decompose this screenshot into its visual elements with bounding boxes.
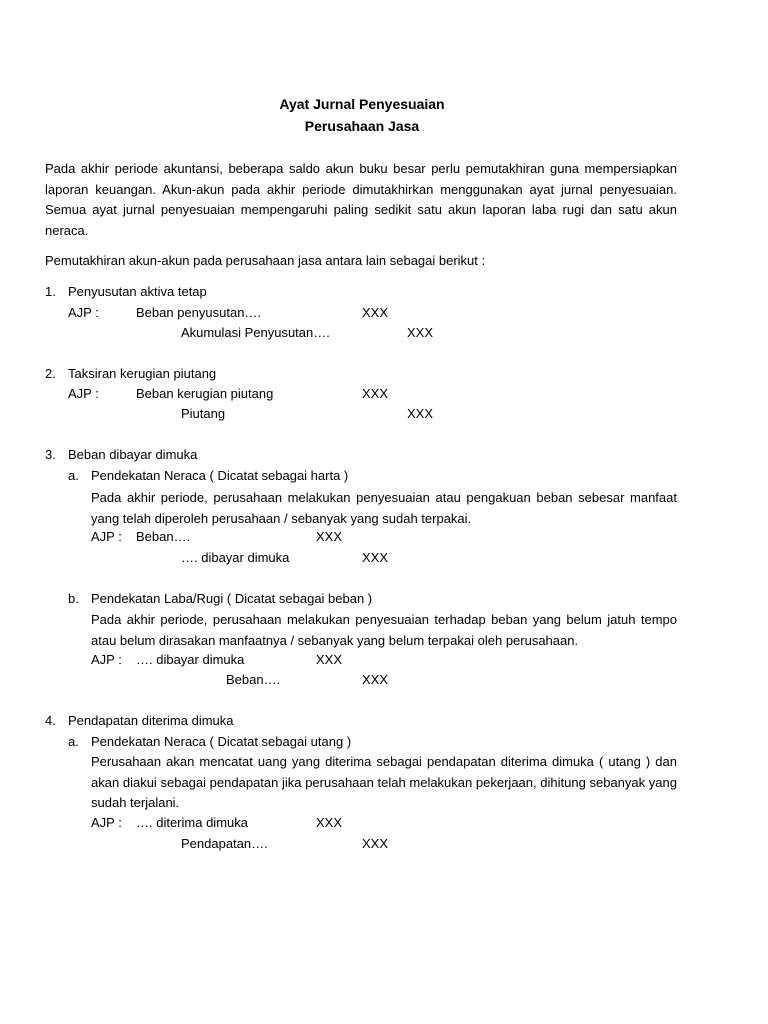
item-2-debit-amount: XXX bbox=[362, 386, 389, 401]
item-1-debit-account: Beban penyusutan…. bbox=[136, 305, 262, 320]
item-3b-credit-amount: XXX bbox=[362, 672, 389, 687]
item-3b-letter: b. bbox=[68, 591, 79, 606]
item-4a-description: Perusahaan akan mencatat uang yang diterima sebagai pendapatan diterima dimuka ( utang ) dan akan diakui sebagai pendapatan jika perusahaan telah melakukan pekerjaan, dihitung sebanyak yang sudah terjalani. bbox=[91, 754, 677, 811]
item-3a-debit-account: Beban…. bbox=[136, 529, 191, 544]
item-2-credit-amount: XXX bbox=[407, 406, 434, 421]
item-1-title: Penyusutan aktiva tetap bbox=[68, 284, 207, 299]
item-3a-description: Pada akhir periode, perusahaan melakukan penyesuaian atau pengakuan beban sebesar manfaat yang telah diperoleh perusahaan / sebanyak yang sudah terpakai. bbox=[91, 490, 677, 526]
item-4a-letter: a. bbox=[68, 734, 79, 749]
item-2-credit-account: Piutang bbox=[181, 406, 226, 421]
lead-sentence: Pemutakhiran akun-akun pada perusahaan jasa antara lain sebagai berikut : bbox=[45, 253, 486, 268]
item-1-debit-amount: XXX bbox=[362, 305, 389, 320]
item-3-number: 3. bbox=[45, 447, 56, 462]
intro-paragraph: Pada akhir periode akuntansi, beberapa saldo akun buku besar perlu pemutakhiran guna mempersiapkan laporan keuangan. Akun-akun pada akhir periode dimutakhirkan menggunakan ayat jurnal penyesuaian. Semua ayat jurnal penyesuaian mempengaruhi paling sedikit satu akun laporan laba rugi dan satu akun neraca. bbox=[45, 161, 677, 238]
item-1-ajp-label: AJP : bbox=[68, 305, 99, 320]
item-3b-title: Pendekatan Laba/Rugi ( Dicatat sebagai beban ) bbox=[91, 591, 373, 606]
item-4a-debit-account: …. diterima dimuka bbox=[136, 815, 248, 830]
item-4-number: 4. bbox=[45, 713, 56, 728]
item-1-credit-account: Akumulasi Penyusutan…. bbox=[181, 325, 330, 340]
item-4a-title: Pendekatan Neraca ( Dicatat sebagai utang ) bbox=[91, 734, 352, 749]
item-2-title: Taksiran kerugian piutang bbox=[68, 366, 217, 381]
item-3b-credit-account: Beban…. bbox=[226, 672, 281, 687]
item-4a-credit-amount: XXX bbox=[362, 836, 389, 851]
item-3a-credit-amount: XXX bbox=[362, 550, 389, 565]
item-2-debit-account: Beban kerugian piutang bbox=[136, 386, 274, 401]
item-3a-ajp-label: AJP : bbox=[91, 529, 122, 544]
item-4a-debit-amount: XXX bbox=[316, 815, 343, 830]
item-3-title: Beban dibayar dimuka bbox=[68, 447, 198, 462]
item-3b-ajp-label: AJP : bbox=[91, 652, 122, 667]
item-4-title: Pendapatan diterima dimuka bbox=[68, 713, 234, 728]
item-2-ajp-label: AJP : bbox=[68, 386, 99, 401]
document-title: Ayat Jurnal Penyesuaian bbox=[279, 96, 445, 112]
item-4a-credit-account: Pendapatan…. bbox=[181, 836, 268, 851]
item-3b-debit-account: …. dibayar dimuka bbox=[136, 652, 245, 667]
item-2-number: 2. bbox=[45, 366, 56, 381]
item-3a-title: Pendekatan Neraca ( Dicatat sebagai harta ) bbox=[91, 468, 349, 483]
item-3a-debit-amount: XXX bbox=[316, 529, 343, 544]
item-3b-description: Pada akhir periode, perusahaan melakukan penyesuaian terhadap beban yang belum jatuh tempo atau belum dirasakan manfaatnya / sebanyak yang belum terpakai oleh perusahaan. bbox=[91, 612, 677, 648]
item-1-number: 1. bbox=[45, 284, 56, 299]
document-subtitle: Perusahaan Jasa bbox=[304, 118, 420, 134]
item-4a-ajp-label: AJP : bbox=[91, 815, 122, 830]
item-3b-debit-amount: XXX bbox=[316, 652, 343, 667]
item-3a-credit-account: …. dibayar dimuka bbox=[181, 550, 290, 565]
item-1-credit-amount: XXX bbox=[407, 325, 434, 340]
item-3a-letter: a. bbox=[68, 468, 79, 483]
